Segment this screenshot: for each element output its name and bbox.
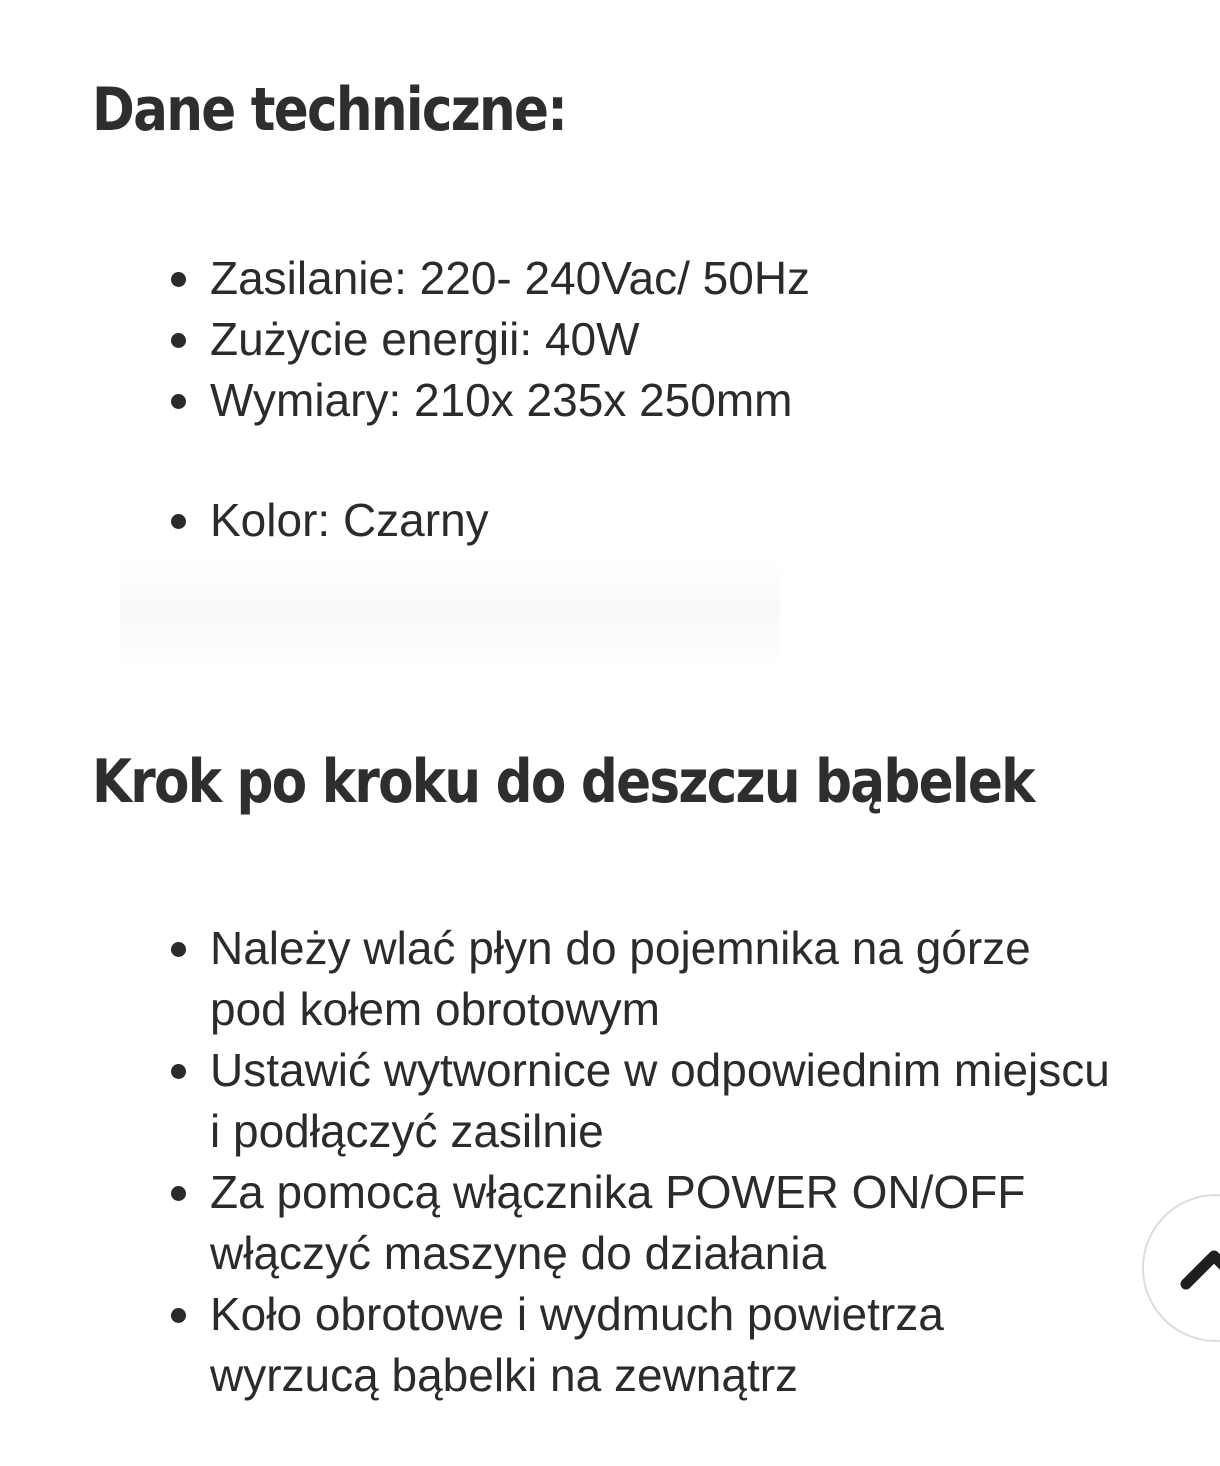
chevron-up-icon [1174,1244,1220,1292]
list-item-text: Wymiary: 210x 235x 250mm [210,374,793,426]
list-item [0,248,1220,309]
steps-heading: Krok po kroku do deszczu bąbelek [92,747,1034,817]
technical-data-list [0,248,1220,551]
bullet-icon [171,272,186,287]
list-item-text: Zużycie energii: 40W [210,313,640,365]
list-item [0,1284,1220,1406]
list-item-text: Kolor: Czarny [210,494,489,546]
list-item [0,490,1220,551]
bullet-icon [171,1186,186,1201]
technical-data-heading: Dane techniczne: [92,75,567,145]
list-item-text: Ustawić wytwornice w odpowiednim miejscu i podłączyć zasilnie [210,1044,1110,1157]
list-item-text: Zasilanie: 220- 240Vac/ 50Hz [210,252,811,304]
list-item [0,1040,1220,1162]
list-item [0,309,1220,370]
bullet-icon [171,394,186,409]
list-item [0,918,1220,1040]
bullet-icon [171,1064,186,1079]
bullet-icon [171,1308,186,1323]
list-item [0,370,1220,431]
list-item-text: Za pomocą włącznika POWER ON/OFF włączyć maszynę do działania [210,1166,1026,1279]
bullet-icon [171,514,186,529]
faded-background-artifact [120,560,780,670]
bullet-icon [171,942,186,957]
bullet-icon [171,333,186,348]
list-item-text: Koło obrotowe i wydmuch powietrza wyrzucą bąbelki na zewnątrz [210,1288,944,1401]
steps-list [0,918,1220,1406]
list-item-text: Należy wlać płyn do pojemnika na górze pod kołem obrotowym [210,922,1031,1035]
list-item [0,1162,1220,1284]
